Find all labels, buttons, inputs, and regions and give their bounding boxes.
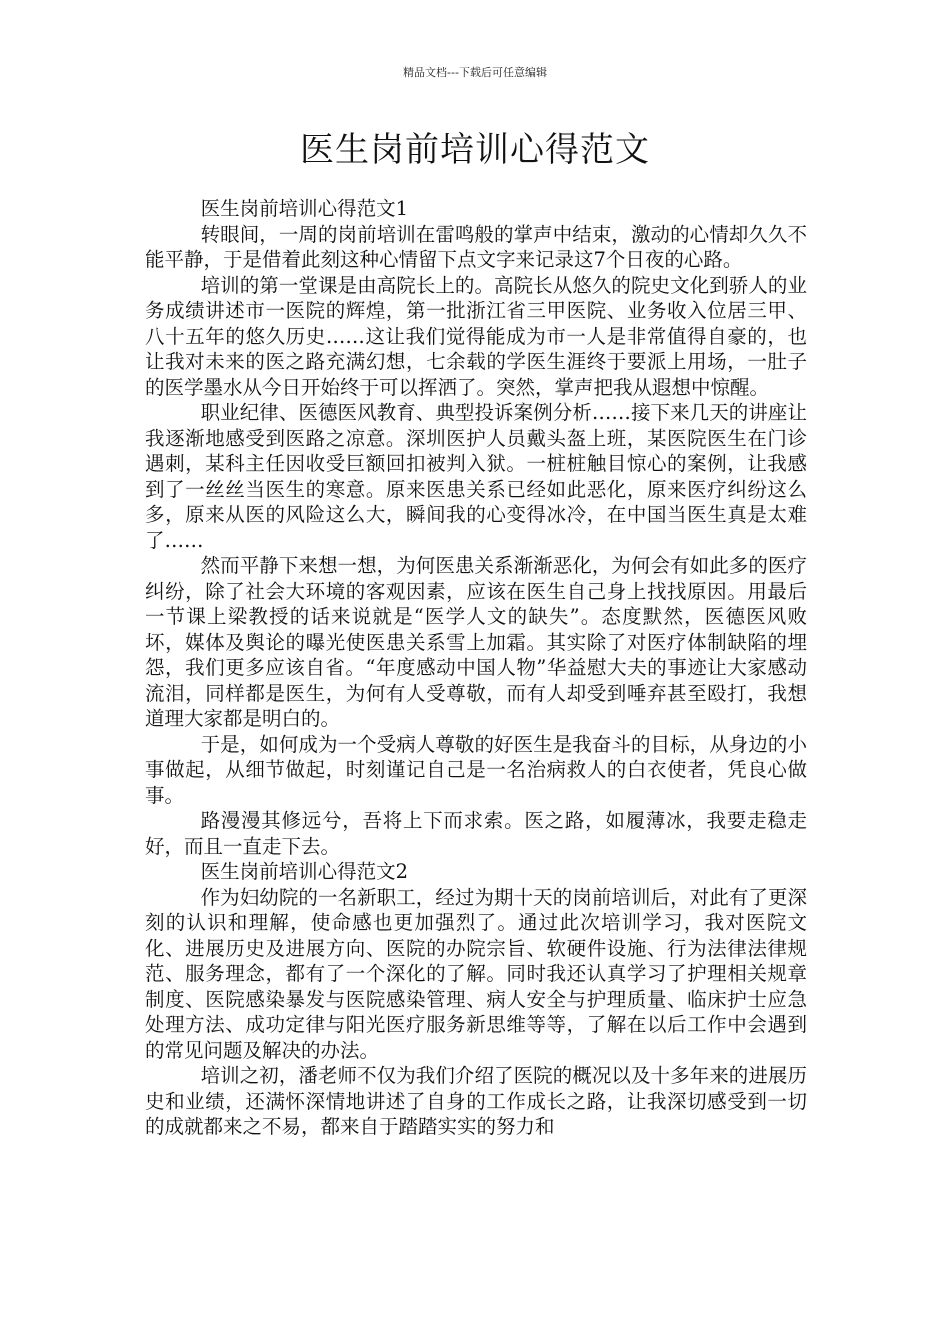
section-heading-1: 医生岗前培训心得范文1 bbox=[200, 197, 408, 220]
paragraph: 转眼间，一周的岗前培训在雷鸣般的掌声中结束，激动的心情却久久不能平静，于是借着此刻这种心情留下点文字来记录这7个日夜的心路。 bbox=[145, 222, 807, 271]
paragraph: 培训之初，潘老师不仅为我们介绍了医院的概况以及十多年来的进展历史和业绩，还满怀深情地讲述了自身的工作成长之路，让我深切感受到一切的成就都来之不易，都来自于踏踏实实的努力和 bbox=[145, 1064, 807, 1138]
document-title: 医生岗前培训心得范文 bbox=[300, 130, 650, 170]
paragraph: 于是，如何成为一个受病人尊敬的好医生是我奋斗的目标，从身边的小事做起，从细节做起，时刻谨记自己是一名治病救人的白衣使者，凭良心做事。 bbox=[145, 732, 807, 807]
paragraph: 职业纪律、医德医风教育、典型投诉案例分析……接下来几天的讲座让我逐渐地感受到医路之凉意。深圳医护人员戴头盔上班，某医院医生在门诊遇刺，某科主任因收受巨额回扣被判入狱。一桩桩触目惊心的案例，让我感到了一丝丝当医生的寒意。原来医患关系已经如此恶化，原来医疗纠纷这么多，原来从医的风险这么大，瞬间我的心变得冰冷，在中国当医生真是太难了…… bbox=[145, 401, 807, 552]
section-heading-2: 医生岗前培训心得范文2 bbox=[200, 860, 408, 883]
paragraph: 作为妇幼院的一名新职工，经过为期十天的岗前培训后，对此有了更深刻的认识和理解，使命感也更加强烈了。通过此次培训学习，我对医院文化、进展历史及进展方向、医院的办院宗旨、软硬件设施、行为法律法律规范、服务理念，都有了一个深化的了解。同时我还认真学习了护理相关规章制度、医院感染暴发与医院感染管理、病人安全与护理质量、临床护士应急处理方法、成功定律与阳光医疗服务新思维等等，了解在以后工作中会遇到的常见问题及解决的办法。 bbox=[145, 885, 807, 1062]
paragraph: 培训的第一堂课是由高院长上的。高院长从悠久的院史文化到骄人的业务成绩讲述市一医院的辉煌，第一批浙江省三甲医院、业务收入位居三甲、八十五年的悠久历史……这让我们觉得能成为市一人是非常值得自豪的，也让我对未来的医之路充满幻想，七余载的学医生涯终于要派上用场，一肚子的医学墨水从今日开始终于可以挥洒了。突然，掌声把我从遐想中惊醒。 bbox=[145, 273, 807, 399]
paragraph: 然而平静下来想一想，为何医患关系渐渐恶化，为何会有如此多的医疗纠纷，除了社会大环境的客观因素，应该在医生自己身上找找原因。用最后一节课上梁教授的话来说就是“医学人文的缺失”。态度默然，医德医风败坏，媒体及舆论的曝光使医患关系雪上加霜。其实除了对医疗体制缺陷的埋怨，我们更多应该自省。“年度感动中国人物”华益慰大夫的事迹让大家感动流泪，同样都是医生，为何有人受尊敬，而有人却受到唾弃甚至殴打，我想道理大家都是明白的。 bbox=[145, 554, 807, 730]
header-note: 精品文档---下载后可任意编辑 bbox=[403, 66, 547, 79]
document-body bbox=[145, 196, 807, 1140]
paragraph: 路漫漫其修远兮，吾将上下而求索。医之路，如履薄冰，我要走稳走好，而且一直走下去。 bbox=[145, 809, 807, 858]
